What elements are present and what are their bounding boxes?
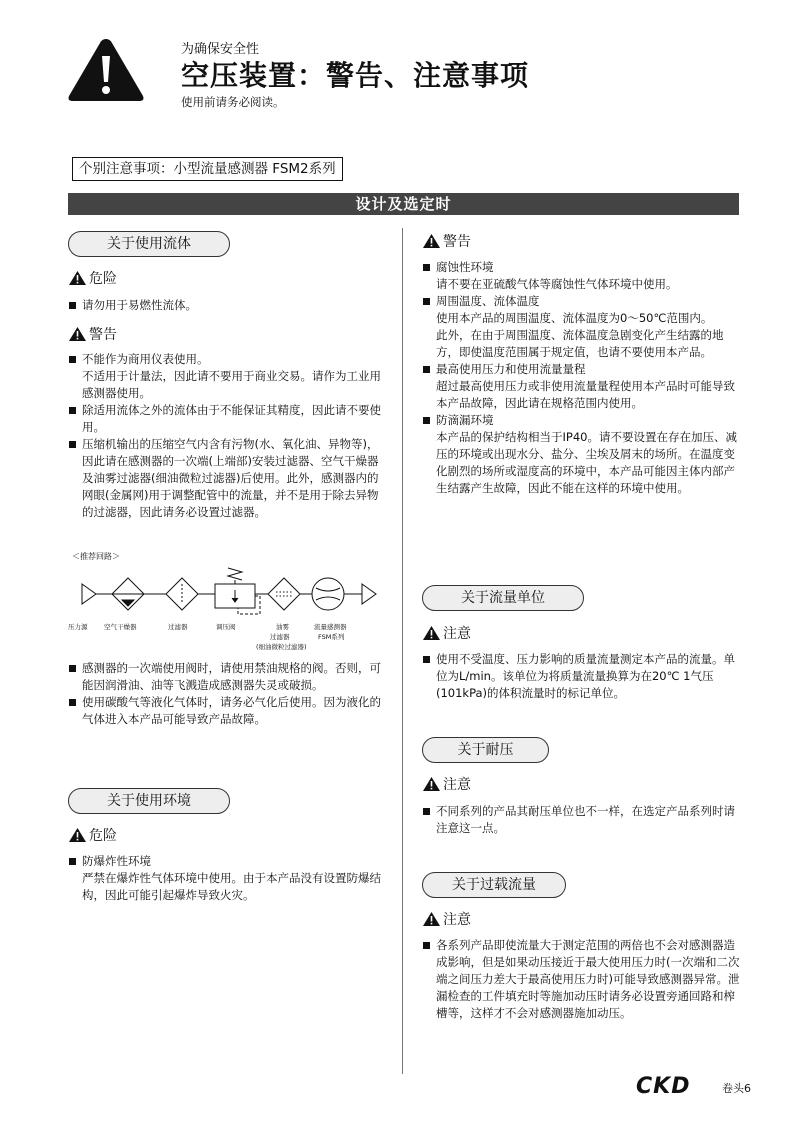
list-item: 不同系列的产品其耐压单位也不一样，在选定产品系列时请注意这一点。 — [422, 803, 740, 837]
circuit-label: 压力源 — [68, 623, 88, 631]
circuit-schematic — [70, 562, 390, 622]
circuit-label: 过滤器 — [168, 623, 188, 631]
page-number: 卷头6 — [722, 1082, 751, 1095]
right-warning-list — [422, 259, 740, 497]
pill-overload: 关于过载流量 — [422, 872, 566, 898]
list-item: 腐蚀性环境 — [422, 259, 740, 276]
caution-heading — [422, 909, 471, 929]
list-item-detail: 使用本产品的周围温度、流体温度为0～50℃范围内。 — [436, 311, 713, 325]
flow-unit-list — [422, 651, 740, 702]
circuit-diagram — [70, 562, 390, 662]
list-item: 感测器的一次端使用阀时，请使用禁油规格的阀。否则，可能因润滑油、油等飞溅造成感测器失灵或破损。 — [68, 660, 386, 694]
list-item-detail: 此外，在由于周围温度、流体温度急剧变化产生结露的地方，即使温度范围属于规定值，也请不要使用本产品。 — [436, 328, 724, 359]
circuit-label: 空气干燥器 — [104, 623, 137, 631]
danger-icon — [68, 827, 87, 843]
danger-list — [68, 297, 388, 314]
pill-usage-env: 关于使用环境 — [68, 788, 230, 814]
list-item: 使用不受温度、压力影响的质量流量测定本产品的流量。单位为L/min。该单位为将质量流量换算为在20℃ 1气压(101kPa)的体积流量时的标记单位。 — [422, 651, 740, 702]
section-bar: 设计及选定时 — [68, 193, 739, 215]
list-item-detail: 超过最高使用压力或非使用流量量程使用本产品时可能导致本产品故障，因此请在规格范围内使用。 — [436, 379, 735, 410]
list-item: 请勿用于易燃性流体。 — [68, 297, 388, 314]
ckd-logo: CKD — [636, 1074, 691, 1099]
danger-heading — [68, 268, 117, 288]
circuit-label: 油雾 — [276, 623, 289, 631]
list-item: 使用碳酸气等液化气体时，请务必气化后使用。因为液化的气体进入本产品可能导致产品故障。 — [68, 694, 386, 728]
list-item: 压缩机输出的压缩空气内含有污物(水、氧化油、异物等)，因此请在感测器的一次端(上端部)安装过滤器、空气干燥器及油雾过滤器(细油微粒过滤器)后使用。此外，感测器内的网眼(金属网)用于调整配管中的流量，并不是用于除去异物的过滤器，因此请务必设置过滤器。 — [68, 436, 386, 521]
subject-box: 个别注意事项：小型流量感测器 FSM2系列 — [72, 157, 343, 181]
warning-list-2 — [68, 660, 386, 728]
circuit-label: 调压阀 — [216, 623, 236, 631]
pill-pressure: 关于耐压 — [422, 737, 549, 763]
header-subtitle: 使用前请务必阅读。 — [181, 95, 285, 109]
list-item: 防爆炸性环境 — [68, 853, 386, 870]
list-item: 最高使用压力和使用流量量程 — [422, 361, 740, 378]
warning-heading — [422, 231, 471, 251]
caution-label: 注意 — [443, 626, 471, 642]
danger-heading — [68, 825, 117, 845]
list-item: 防滴漏环境 — [422, 412, 740, 429]
list-item: 周围温度、流体温度 — [422, 293, 740, 310]
list-item-detail: 严禁在爆炸性气体环境中使用。由于本产品没有设置防爆结构，因此可能引起爆炸导致火灾。 — [82, 871, 381, 902]
pill-usage-fluid: 关于使用流体 — [68, 231, 230, 257]
warning-heading — [68, 324, 117, 344]
warning-label: 警告 — [443, 234, 471, 250]
danger-label: 危险 — [89, 271, 117, 287]
header-kicker: 为确保安全性 — [181, 42, 260, 57]
caution-heading — [422, 623, 471, 643]
caution-icon — [422, 776, 441, 792]
list-item: 除适用流体之外的流体由于不能保证其精度，因此请不要使用。 — [68, 402, 386, 436]
warning-icon — [422, 233, 441, 249]
list-item-detail: 不适用于计量法，因此请不要用于商业交易。请作为工业用感测器使用。 — [82, 369, 381, 400]
warning-icon — [68, 326, 87, 342]
caution-icon — [422, 625, 441, 641]
danger-label: 危险 — [89, 828, 117, 844]
page-title: 空压装置：警告、注意事项 — [181, 59, 530, 92]
circuit-label: FSM系列 — [318, 633, 345, 641]
warning-label: 警告 — [89, 327, 117, 343]
circuit-label: (细油微粒过滤器) — [256, 643, 307, 651]
list-item-detail: 请不要在亚硫酸气体等腐蚀性气体环境中使用。 — [436, 277, 678, 291]
caution-icon — [422, 911, 441, 927]
list-item-detail: 本产品的保护结构相当于IP40。请不要设置在存在加压、减压的环境或出现水分、盐分、尘埃及屑末的场所。在温度变化剧烈的场所或湿度高的环境中，本产品可能因主体内部产生结露产生故障，因此不能在这样的环境中使用。 — [436, 430, 737, 495]
env-list — [68, 853, 386, 904]
circuit-label: 过滤器 — [270, 633, 290, 641]
list-item: 各系列产品即使流量大于测定范围的两倍也不会对感测器造成影响，但是如果动压接近于最大使用压力时(一次端和二次端之间压力差大于最高使用压力时)可能导致感测器异常。泄漏检查的工件填充时等施加动压时请务必设置旁通回路和榨槽等，这样才不会对感测器施加动压。 — [422, 937, 740, 1022]
circuit-title: ＜推荐回路＞ — [72, 552, 120, 561]
pill-flow-unit: 关于流量单位 — [422, 585, 584, 611]
danger-icon — [68, 270, 87, 286]
list-item: 不能作为商用仪表使用。 — [68, 351, 386, 368]
caution-heading — [422, 774, 471, 794]
column-divider — [402, 228, 403, 1074]
circuit-label: 流量感测器 — [314, 623, 347, 631]
caution-label: 注意 — [443, 912, 471, 928]
pressure-list — [422, 803, 740, 837]
overload-list — [422, 937, 740, 1022]
warning-triangle-icon — [66, 36, 146, 108]
warning-list — [68, 351, 386, 521]
caution-label: 注意 — [443, 777, 471, 793]
